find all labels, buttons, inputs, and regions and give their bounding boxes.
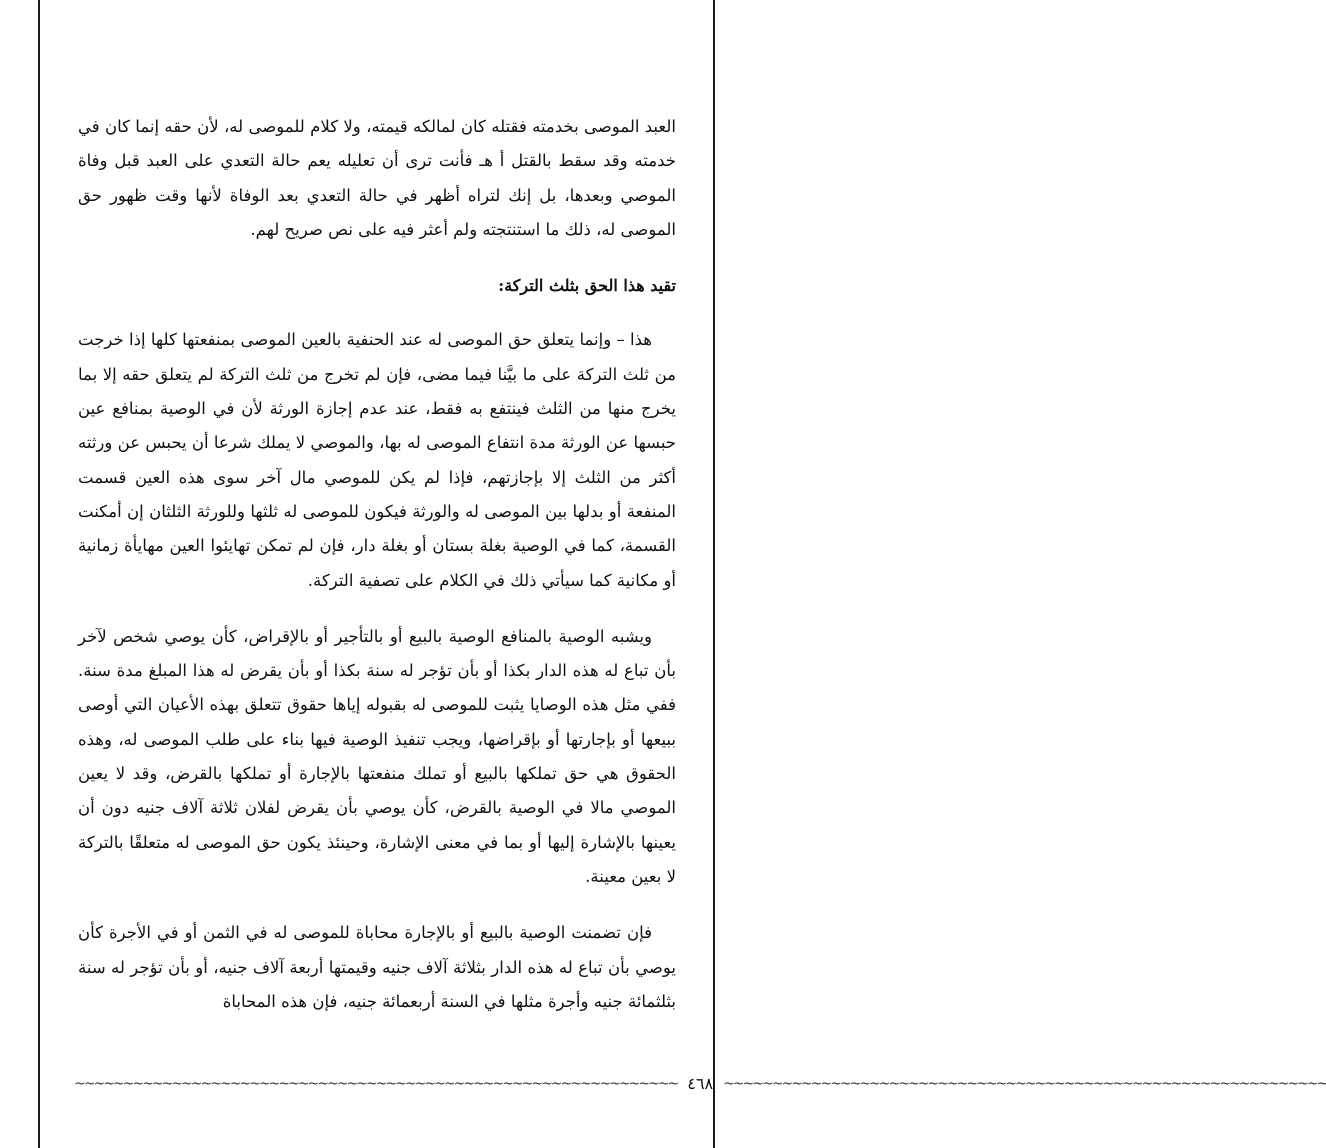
page-edge-left: [38, 0, 40, 1148]
page-body: [78, 110, 676, 1019]
footer-ornament-right: ~~~~~~~~~~~~~~~~~~~~~~~~~~~~~~~~~~~~~~~~~~~~~~~~~~~~~~~~~~~~~~: [723, 1075, 1326, 1092]
paragraph-sale-lease-loan: ويشبه الوصية بالمنافع الوصية بالبيع أو بالتأجير أو بالإقراض، كأن يوصي شخص لآخر بأن تباع له هذه الدار بكذا أو بأن تؤجر له سنة بكذا أو بأن يقرض له هذا المبلغ مدة سنة. ففي مثل هذه الوصايا يثبت للموصى له بقبوله إياها حقوق تتعلق بهذه الأعيان التي أوصى ببيعها أو بإجارتها أو بإقراضها، ويجب تنفيذ الوصية فيها بناء على طلب الموصى له، وهذه الحقوق هي حق تملكها بالبيع أو تملك منفعتها بالإجارة أو تملكها بالقرض، وقد لا يعين الموصي مالا في الوصية بالقرض، كأن يوصي بأن يقرض لفلان ثلاثة آلاف جنيه دون أن يعينها بالإشارة إليها أو بما في معنى الإشارة، وحينئذ يكون حق الموصى له متعلقًا بالتركة لا بعين معينة.: [78, 626, 676, 886]
paragraph-restriction: هذا – وإنما يتعلق حق الموصى له عند الحنفية بالعين الموصى بمنفعتها كلها إذا خرجت من ثلث التركة على ما بيَّنا فيما مضى، فإن لم تخرج من ثلث التركة لم يتعلق حقه إلا بما يخرج منها من الثلث فينتفع به فقط، عند عدم إجازة الورثة لأن في الوصية بمنافع عين حبسها عن الورثة مدة انتفاع الموصى له بها، والموصي لا يملك شرعا أن يحبس عن ورثته أكثر من الثلث إلا بإجازتهم، فإذا لم يكن للموصي مال آخر سوى هذه العين قسمت المنفعة أو بدلها بين الموصى له والورثة فيكون للموصى له ثلثها وللورثة الثلثان إن أمكنت القسمة، كما في الوصية بغلة بستان أو بغلة دار، فإن لم تمكن تهايئوا العين مهايأة زمانية أو مكانية كما سيأتي ذلك في الكلام على تصفية التركة.: [78, 330, 677, 590]
footer-ornament-left: ~~~~~~~~~~~~~~~~~~~~~~~~~~~~~~~~~~~~~~~~~~~~~~~~~~~~~~~~~~~~~~: [74, 1075, 678, 1092]
section-heading: تقيد هذا الحق بثلث التركة:: [498, 276, 676, 296]
page-number: ٤٦٨: [687, 1074, 714, 1093]
page-edge-right: [713, 0, 715, 1148]
paragraph-favoritism: فإن تضمنت الوصية بالبيع أو بالإجارة محاباة للموصى له في الثمن أو في الأجرة كأن يوصي بأن تباع له هذه الدار بثلاثة آلاف جنيه وقيمتها أربعة آلاف جنيه، أو بأن تؤجر له سنة بثلثمائة جنيه وأجرة مثلها في السنة أربعمائة جنيه، فإن هذه المحاباة: [78, 923, 676, 1011]
paragraph-continuation: العبد الموصى بخدمته فقتله كان لمالكه قيمته، ولا كلام للموصى له، لأن حقه إنما كان في خدمته وقد سقط بالقتل أ هـ فأنت ترى أن تعليله يعم حالة التعدي على العبد قبل وفاة الموصي وبعدها، بل إنك لتراه أظهر في حالة التعدي بعد الوفاة لأنها وقت ظهور حق الموصى له، ذلك ما استنتجته ولم أعثر فيه على نص صريح لهم.: [78, 117, 676, 239]
page-footer: [74, 1074, 1326, 1093]
